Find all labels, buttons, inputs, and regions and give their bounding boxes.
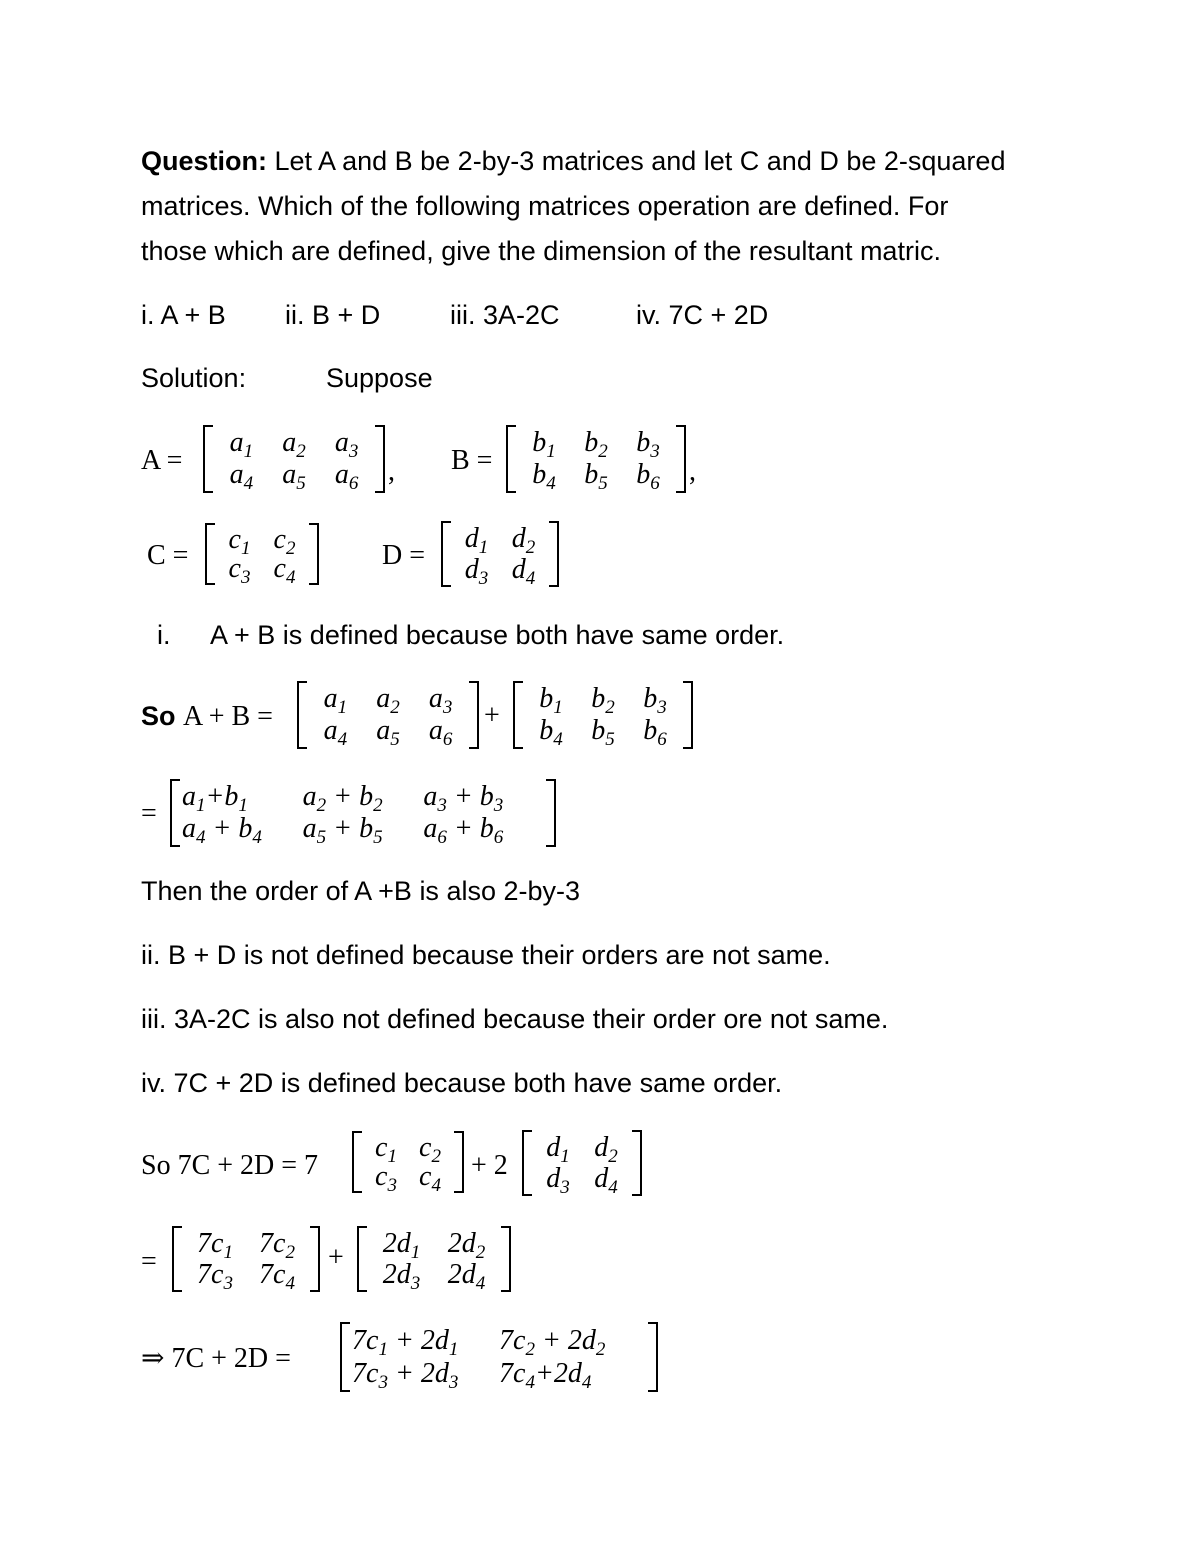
matrix-entry: $2d_2$	[447, 1227, 486, 1263]
matrix-entry: $7c_1$	[197, 1227, 233, 1263]
matrix-entry: $a_2 + b_2$	[302, 781, 383, 817]
bracket-left	[203, 425, 213, 493]
bracket-right	[648, 1322, 658, 1392]
bracket-left	[506, 425, 516, 493]
matrix-entry: $a_6 + b_6$	[423, 813, 504, 849]
matrix-entry: $b_3$	[643, 683, 667, 719]
matrix-entry: $7c_3$	[197, 1258, 233, 1294]
matrix-entry: $a_1$	[323, 683, 348, 719]
matrix-a-plus-b	[170, 779, 556, 847]
comma: ,	[388, 456, 395, 487]
matrix-d	[522, 1130, 642, 1196]
matrix-entry: $b_2$	[591, 683, 615, 719]
bracket-right	[501, 1226, 511, 1292]
plus-two: + 2	[471, 1150, 508, 1181]
bracket-left	[340, 1322, 350, 1392]
matrix-b	[506, 425, 686, 493]
matrix-entry: $a_5$	[282, 459, 306, 495]
matrix-entry: $7c_2$	[259, 1227, 295, 1263]
bracket-left	[357, 1226, 367, 1292]
matrix-entry: $c_4$	[273, 552, 296, 588]
bracket-left	[522, 1130, 532, 1196]
final-lhs: ⇒ 7C + 2D =	[141, 1343, 291, 1374]
bracket-left	[352, 1131, 362, 1193]
matrix-entry: $d_3$	[546, 1162, 570, 1198]
matrix-entry: $a_3 + b_3$	[423, 781, 504, 817]
part-iv-lhs: So 7C + 2D = 7	[141, 1150, 319, 1181]
matrix-entry: $a_5 + b_5$	[302, 813, 383, 849]
matrix-2d	[357, 1226, 511, 1292]
matrix-entry: $2d_4$	[447, 1258, 486, 1294]
bracket-left	[170, 779, 180, 847]
part-i-text: A + B is defined because both have same order.	[210, 620, 785, 650]
matrix-entry: $a_2$	[376, 683, 400, 719]
matrix-entry: $7c_4$	[259, 1258, 295, 1294]
suppose-text: Suppose	[326, 363, 433, 393]
part-i-so: So A + B =	[141, 701, 273, 732]
matrix-result	[340, 1322, 658, 1392]
matrix-entry: $c_3$	[375, 1160, 397, 1196]
matrix-entry: $7c_1 + 2d_1$	[352, 1324, 459, 1360]
matrix-entry: $a_6$	[428, 715, 453, 751]
option-iii: iii. 3A-2C	[450, 300, 560, 330]
plus-sign: +	[484, 700, 500, 731]
matrix-entry: $c_1$	[228, 523, 251, 559]
solution-label: Solution:	[141, 363, 247, 393]
matrix-entry: $a_4$	[323, 715, 348, 751]
matrix-entry: $a_1+b_1$	[182, 781, 248, 817]
matrix-b-label: B =	[451, 445, 493, 476]
matrix-a	[297, 681, 479, 749]
matrix-entry: $b_1$	[532, 427, 556, 463]
matrix-entry: $2d_1$	[382, 1227, 421, 1263]
matrix-entry: $b_4$	[539, 715, 563, 751]
option-i: i. A + B	[141, 300, 226, 330]
matrix-entry: $b_2$	[584, 427, 608, 463]
matrix-entry: $b_6$	[643, 715, 667, 751]
option-iv: iv. 7C + 2D	[636, 300, 769, 330]
option-ii: ii. B + D	[285, 300, 381, 330]
bracket-right	[309, 523, 319, 585]
bracket-right	[676, 425, 686, 493]
question-label: Question:	[141, 146, 267, 176]
part-i-conclusion: Then the order of A +B is also 2-by-3	[141, 876, 581, 906]
matrix-entry: $7c_4+2d_4$	[499, 1357, 592, 1393]
matrix-entry: $a_5$	[376, 715, 400, 751]
matrix-b	[513, 681, 693, 749]
matrix-d	[441, 521, 559, 587]
matrix-entry: $d_2$	[594, 1131, 618, 1167]
matrix-entry: $d_1$	[464, 522, 489, 558]
bracket-left	[205, 523, 215, 585]
bracket-left	[297, 681, 307, 749]
matrix-c	[352, 1131, 464, 1196]
part-iii-text: iii. 3A-2C is also not defined because their order ore not same.	[141, 1004, 889, 1034]
matrix-entry: $d_3$	[464, 553, 489, 589]
equals-sign: =	[141, 1246, 157, 1277]
matrix-entry: $a_2$	[282, 427, 306, 463]
matrix-entry: $b_5$	[584, 459, 608, 495]
matrix-entry: $7c_2 + 2d_2$	[499, 1324, 606, 1360]
part-ii-text: ii. B + D is not defined because their orders are not same.	[141, 940, 831, 970]
matrix-entry: $c_3$	[228, 552, 251, 588]
bracket-right	[454, 1131, 464, 1193]
matrix-entry: $a_3$	[428, 683, 453, 719]
bracket-right	[310, 1226, 320, 1292]
plus-sign: +	[328, 1242, 344, 1273]
matrix-entry: $c_2$	[273, 523, 296, 559]
question-line-3: those which are defined, give the dimension of the resultant matric.	[141, 236, 941, 266]
matrix-a-label: A =	[141, 445, 183, 476]
comma: ,	[689, 456, 696, 487]
matrix-c	[205, 523, 319, 588]
matrix-entry: $b_4$	[532, 459, 556, 495]
question-line-1: Question: Let A and B be 2-by-3 matrices and let C and D be 2-squared	[141, 146, 1006, 176]
matrix-entry: $2d_3$	[382, 1258, 421, 1294]
matrix-entry: $a_3$	[334, 427, 359, 463]
part-i-number: i.	[157, 620, 171, 650]
bracket-right	[549, 521, 559, 587]
bracket-right	[375, 425, 385, 493]
part-iv-text: iv. 7C + 2D is defined because both have same order.	[141, 1068, 783, 1098]
matrix-entry: $b_6$	[636, 459, 660, 495]
bracket-right	[632, 1130, 642, 1196]
question-line-2: matrices. Which of the following matrices operation are defined. For	[141, 191, 949, 221]
matrix-entry: $7c_3 + 2d_3$	[352, 1357, 459, 1393]
bracket-right	[546, 779, 556, 847]
matrix-entry: $c_1$	[375, 1131, 397, 1167]
matrix-entry: $a_4 + b_4$	[182, 813, 262, 849]
equals-sign: =	[141, 798, 157, 829]
matrix-entry: $a_4$	[229, 459, 254, 495]
matrix-d-label: D =	[382, 540, 426, 571]
matrix-7c	[172, 1226, 320, 1292]
matrix-entry: $b_1$	[539, 683, 563, 719]
matrix-entry: $a_6$	[334, 459, 359, 495]
matrix-entry: $c_4$	[419, 1160, 441, 1196]
matrix-a	[203, 425, 385, 493]
matrix-entry: $a_1$	[229, 427, 254, 463]
matrix-entry: $d_4$	[594, 1162, 618, 1198]
bracket-left	[513, 681, 523, 749]
matrix-entry: $b_3$	[636, 427, 660, 463]
bracket-right	[683, 681, 693, 749]
matrix-entry: $b_5$	[591, 715, 615, 751]
matrix-entry: $d_1$	[546, 1131, 570, 1167]
matrix-entry: $d_2$	[511, 522, 536, 558]
bracket-right	[469, 681, 479, 749]
matrix-entry: $c_2$	[419, 1131, 441, 1167]
bracket-left	[441, 521, 451, 587]
matrix-c-label: C =	[147, 540, 189, 571]
bracket-left	[172, 1226, 182, 1292]
matrix-entry: $d_4$	[511, 553, 536, 589]
